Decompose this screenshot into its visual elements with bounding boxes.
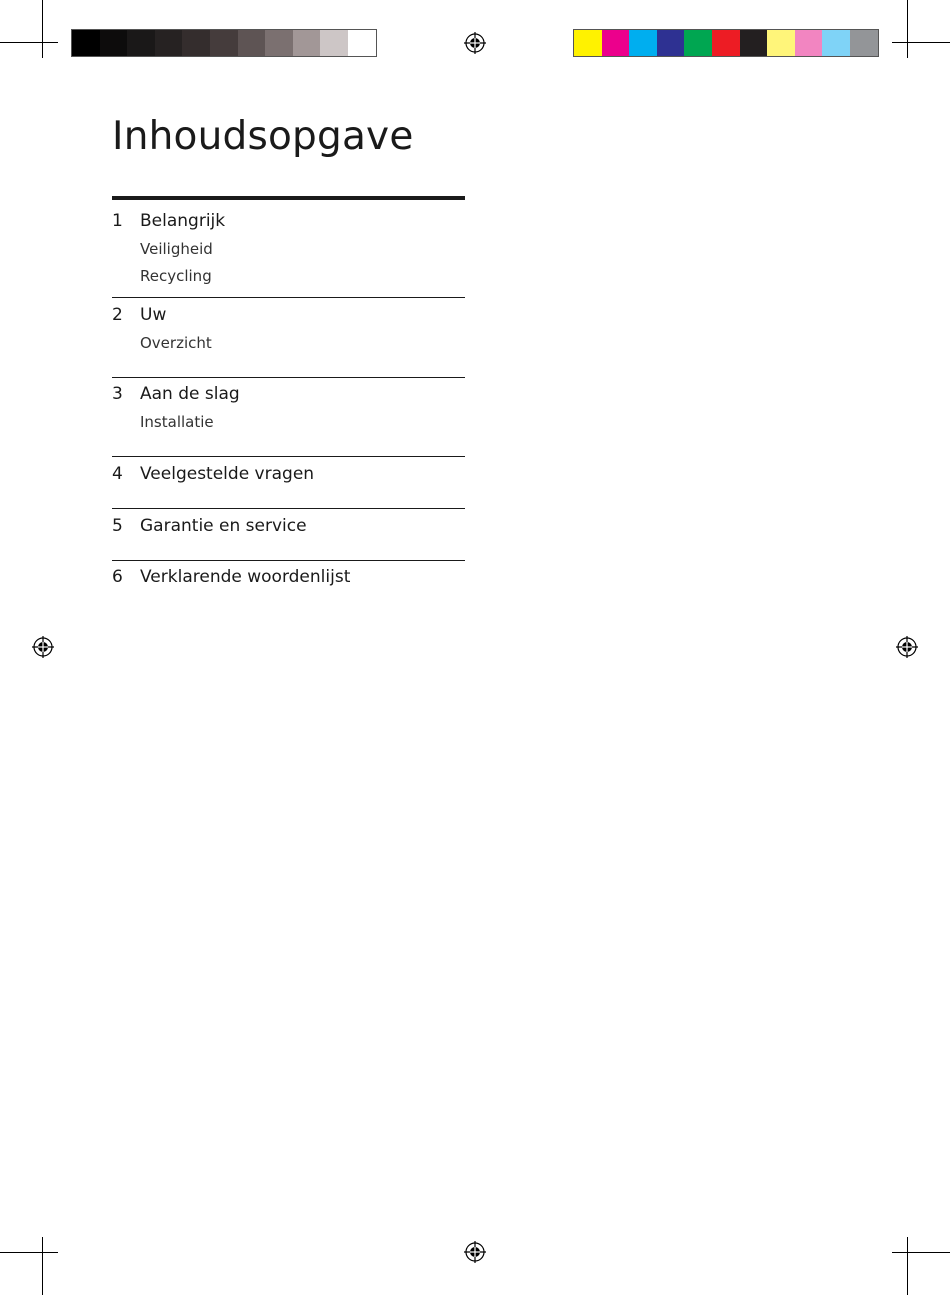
calibration-swatch: [712, 30, 740, 56]
calibration-swatch: [265, 30, 293, 56]
calibration-swatch: [127, 30, 155, 56]
calibration-swatch: [822, 30, 850, 56]
crop-mark-br-v: [907, 1237, 908, 1295]
calibration-swatch: [320, 30, 348, 56]
crop-mark-bl-h: [0, 1252, 58, 1253]
calibration-swatch: [238, 30, 266, 56]
toc-section: [112, 298, 465, 377]
toc-entry-number: 1: [112, 211, 123, 231]
toc-entry[interactable]: [112, 304, 465, 326]
toc-entry-label: Aan de slag: [140, 384, 240, 404]
toc-entry[interactable]: [112, 463, 465, 485]
toc-subentry[interactable]: Overzicht: [140, 334, 212, 352]
grayscale-calibration-bar: [71, 29, 377, 57]
toc-entry[interactable]: [112, 566, 465, 588]
toc-section: [112, 378, 465, 456]
calibration-swatch: [629, 30, 657, 56]
toc-entry-label: Garantie en service: [140, 516, 307, 536]
crop-mark-tr-h: [892, 42, 950, 43]
calibration-swatch: [100, 30, 128, 56]
toc-subentry[interactable]: Installatie: [140, 413, 214, 431]
toc-entry-number: 5: [112, 516, 123, 536]
crop-mark-bl-v: [42, 1237, 43, 1295]
calibration-swatch: [348, 30, 376, 56]
registration-mark-icon: [464, 1241, 486, 1263]
page-title: Inhoudsopgave: [112, 114, 414, 159]
toc-section: [112, 200, 465, 297]
calibration-swatch: [657, 30, 685, 56]
registration-mark-icon: [896, 636, 918, 658]
calibration-swatch: [155, 30, 183, 56]
toc-subentry[interactable]: Veiligheid: [140, 240, 213, 258]
toc-section: [112, 509, 465, 560]
calibration-swatch: [293, 30, 321, 56]
calibration-swatch: [72, 30, 100, 56]
crop-mark-tl-v: [42, 0, 43, 58]
toc-entry[interactable]: [112, 210, 465, 232]
calibration-swatch: [767, 30, 795, 56]
toc-entry[interactable]: [112, 383, 465, 405]
toc-entry-label: Verklarende woordenlijst: [140, 567, 351, 587]
toc-entry-number: 2: [112, 305, 123, 325]
calibration-swatch: [740, 30, 768, 56]
toc-section: [112, 457, 465, 508]
registration-mark-icon: [464, 32, 486, 54]
crop-mark-tl-h: [0, 42, 58, 43]
toc-entry-label: Veelgestelde vragen: [140, 464, 315, 484]
toc-section: [112, 561, 465, 601]
toc-entry[interactable]: [112, 515, 465, 537]
crop-mark-br-h: [892, 1252, 950, 1253]
color-calibration-bar: [573, 29, 879, 57]
crop-mark-tr-v: [907, 0, 908, 58]
registration-mark-icon: [32, 636, 54, 658]
calibration-swatch: [182, 30, 210, 56]
calibration-swatch: [684, 30, 712, 56]
calibration-swatch: [795, 30, 823, 56]
toc-entry-number: 6: [112, 567, 123, 587]
calibration-swatch: [210, 30, 238, 56]
toc-entry-number: 4: [112, 464, 123, 484]
toc-subentry[interactable]: Recycling: [140, 267, 212, 285]
calibration-swatch: [850, 30, 878, 56]
calibration-swatch: [574, 30, 602, 56]
calibration-swatch: [602, 30, 630, 56]
toc-entry-number: 3: [112, 384, 123, 404]
toc-entry-label: Uw: [140, 305, 167, 325]
table-of-contents: [112, 196, 465, 601]
toc-entry-label: Belangrijk: [140, 211, 226, 231]
